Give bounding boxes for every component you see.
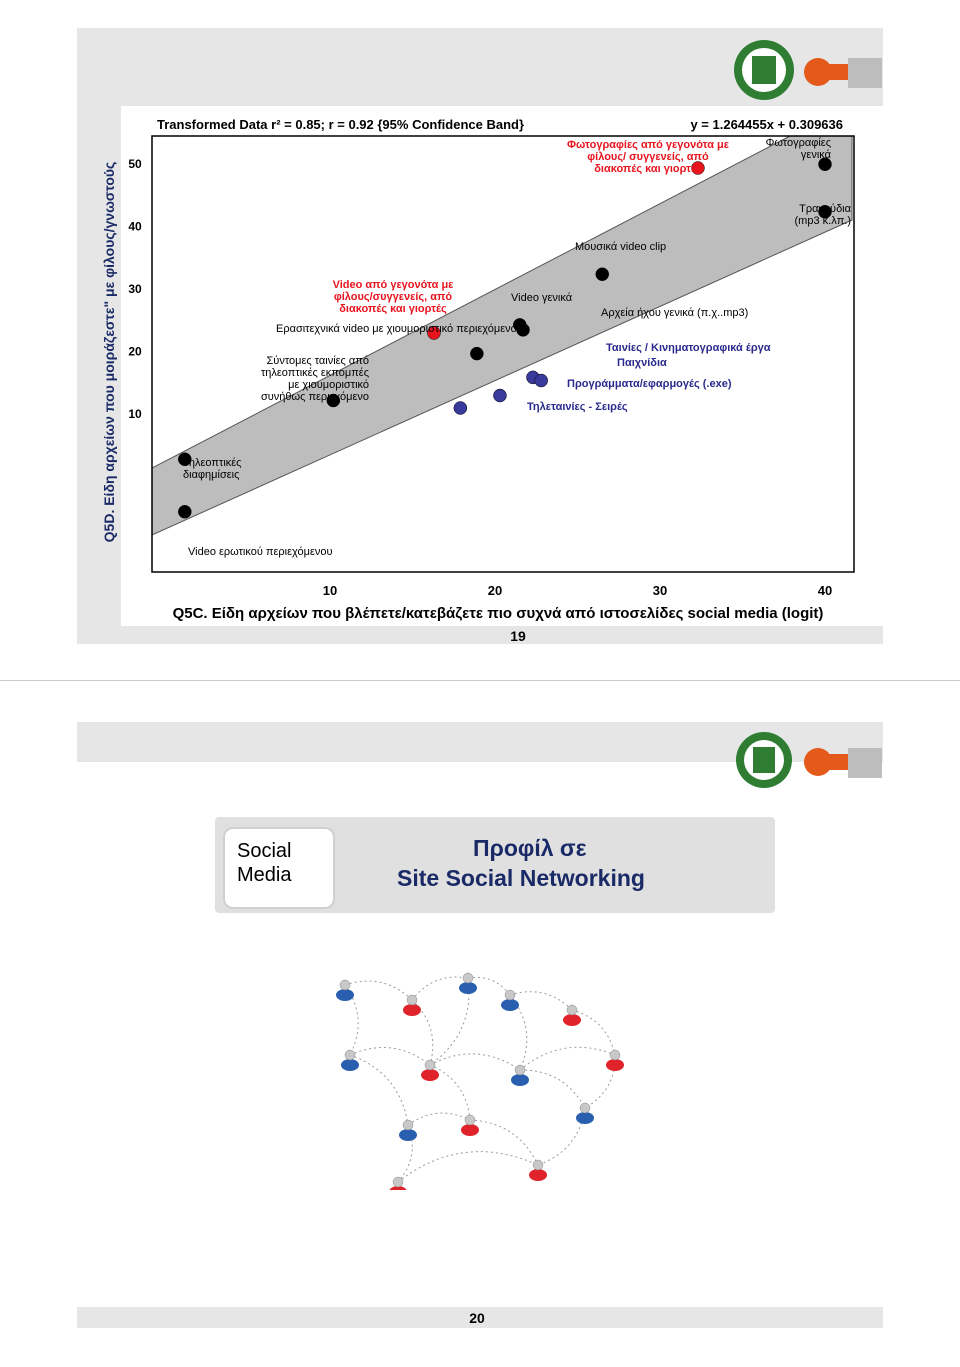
person-head-icon bbox=[463, 973, 473, 983]
person-head-icon bbox=[345, 1050, 355, 1060]
point-label-line: φίλους/ συγγενείς, από bbox=[587, 151, 709, 163]
point-label bbox=[795, 203, 852, 227]
social-media-label: Social Media bbox=[237, 840, 292, 886]
network-link bbox=[430, 1054, 520, 1070]
person-head-icon bbox=[505, 990, 515, 1000]
network-link bbox=[520, 1070, 585, 1108]
network-link bbox=[350, 1047, 430, 1065]
person-head-icon bbox=[515, 1065, 525, 1075]
point-label bbox=[276, 323, 517, 335]
point-label bbox=[333, 279, 455, 315]
point-label bbox=[511, 292, 573, 304]
point-label-line: Φωτογραφίες από γεγονότα με bbox=[567, 139, 729, 151]
point-label-line: διαφημίσεις bbox=[183, 469, 240, 481]
page-number-2: 20 bbox=[469, 1310, 485, 1326]
point-label bbox=[527, 401, 628, 413]
point-label-line: διακοπές και γιορτές bbox=[594, 163, 702, 175]
confidence-band bbox=[152, 136, 852, 535]
network-link bbox=[398, 1152, 538, 1182]
x-tick-label: 20 bbox=[487, 583, 503, 598]
point-label-line: Αρχεία ήχου γενικά (π.χ..mp3) bbox=[601, 307, 749, 319]
mrb-hellas-logo-icon-2 bbox=[848, 748, 882, 778]
y-tick-label: 20 bbox=[128, 344, 142, 359]
person-body-icon bbox=[459, 982, 477, 994]
page-number-1: 19 bbox=[510, 628, 526, 644]
x-tick-label: 30 bbox=[652, 583, 668, 598]
point-label-line: Video ερωτικού περιεχόμενου bbox=[188, 546, 333, 558]
person-body-icon bbox=[563, 1014, 581, 1026]
banner-title: Προφίλ σε Site Social Networking bbox=[397, 835, 645, 891]
data-point bbox=[470, 347, 483, 360]
y-tick-label: 30 bbox=[128, 282, 142, 296]
point-label bbox=[188, 546, 333, 558]
person-body-icon bbox=[529, 1169, 547, 1181]
person-head-icon bbox=[580, 1103, 590, 1113]
person-body-icon bbox=[341, 1059, 359, 1071]
point-label-line: Τηλεταινίες - Σειρές bbox=[527, 401, 628, 413]
network-link bbox=[345, 981, 412, 1000]
point-label bbox=[567, 378, 732, 390]
point-label-line: γενικά bbox=[800, 149, 831, 161]
point-label-line: Σύντομες ταινίες από bbox=[266, 355, 369, 367]
y-axis-title: Q5D. Είδη αρχείων που μοιράζεστε" με φίλους/γνωστούς bbox=[101, 161, 117, 543]
data-point bbox=[517, 323, 530, 336]
person-body-icon bbox=[606, 1059, 624, 1071]
point-label-line: φίλους/συγγενείς, από bbox=[333, 291, 453, 303]
data-point bbox=[493, 389, 506, 402]
x-axis-title: Q5C. Είδη αρχείων που βλέπετε/κατεβάζετε πιο συχνά από ιστοσελίδες social media (logit) bbox=[172, 605, 824, 622]
point-label-line: Τηλεοπτικές bbox=[183, 457, 242, 469]
stats-header: Transformed Data r² = 0.85; r = 0.92 {95% Confidence Band} bbox=[157, 117, 525, 132]
network-diagram bbox=[0, 960, 960, 1190]
point-label-line: Μουσικά video clip bbox=[575, 241, 667, 253]
point-label-line: Προγράμματα/εφαρμογές (.exe) bbox=[567, 378, 732, 390]
network-link bbox=[510, 992, 572, 1010]
network-link bbox=[470, 1120, 538, 1165]
point-label-line: Video γενικά bbox=[511, 292, 573, 304]
person-head-icon bbox=[340, 980, 350, 990]
person-body-icon bbox=[403, 1004, 421, 1016]
point-label-line: τηλεοπτικές εκπομπές bbox=[260, 367, 369, 379]
point-label bbox=[606, 342, 771, 354]
data-point bbox=[454, 402, 467, 415]
person-body-icon bbox=[576, 1112, 594, 1124]
point-label bbox=[617, 357, 667, 369]
point-label-line: Ταινίες / Κινηματογραφικά έργα bbox=[606, 342, 771, 354]
person-body-icon bbox=[501, 999, 519, 1011]
point-label bbox=[601, 307, 748, 319]
person-head-icon bbox=[403, 1120, 413, 1130]
point-label bbox=[183, 457, 241, 481]
point-label-line: Video από γεγονότα με bbox=[332, 279, 454, 291]
data-point bbox=[596, 268, 609, 281]
point-label bbox=[261, 355, 369, 403]
point-label-line: συνήθως περιεχόμενο bbox=[260, 391, 369, 403]
person-body-icon bbox=[399, 1129, 417, 1141]
person-body-icon bbox=[336, 989, 354, 1001]
person-body-icon bbox=[421, 1069, 439, 1081]
point-label bbox=[567, 139, 730, 175]
y-tick-label: 40 bbox=[128, 219, 142, 234]
data-point bbox=[178, 505, 191, 518]
person-head-icon bbox=[393, 1177, 403, 1187]
point-label-line: με χιουμοριστικό bbox=[288, 379, 369, 391]
logo-group-2 bbox=[728, 730, 884, 790]
y-tick-label: 10 bbox=[128, 407, 142, 421]
point-label-line: Ερασιτεχνικά video με χιουμοριστικό περιεχόμενο bbox=[276, 323, 517, 335]
point-label-line: διακοπές και γιορτές bbox=[339, 303, 447, 315]
scatter-chart bbox=[0, 0, 960, 680]
point-label-line: Φωτογραφίες bbox=[765, 137, 831, 149]
person-head-icon bbox=[407, 995, 417, 1005]
network-link bbox=[408, 1113, 470, 1125]
person-head-icon bbox=[567, 1005, 577, 1015]
point-label-line: (mp3 κ.λπ.) bbox=[794, 215, 851, 227]
point-label-line: Τραγούδια bbox=[799, 203, 851, 215]
y-tick-label: 50 bbox=[128, 157, 142, 171]
person-head-icon bbox=[610, 1050, 620, 1060]
person-head-icon bbox=[425, 1060, 435, 1070]
title-banner bbox=[215, 817, 775, 913]
data-point bbox=[535, 374, 548, 387]
point-label-line: Παιχνίδια bbox=[617, 357, 667, 369]
person-body-icon bbox=[461, 1124, 479, 1136]
x-tick-label: 10 bbox=[322, 583, 338, 598]
network-link bbox=[520, 1047, 615, 1070]
point-label bbox=[575, 241, 666, 253]
person-head-icon bbox=[533, 1160, 543, 1170]
person-head-icon bbox=[465, 1115, 475, 1125]
regression-equation: y = 1.264455x + 0.309636 bbox=[690, 117, 843, 132]
page-divider bbox=[0, 680, 960, 681]
person-body-icon bbox=[511, 1074, 529, 1086]
x-tick-label: 40 bbox=[817, 583, 833, 598]
